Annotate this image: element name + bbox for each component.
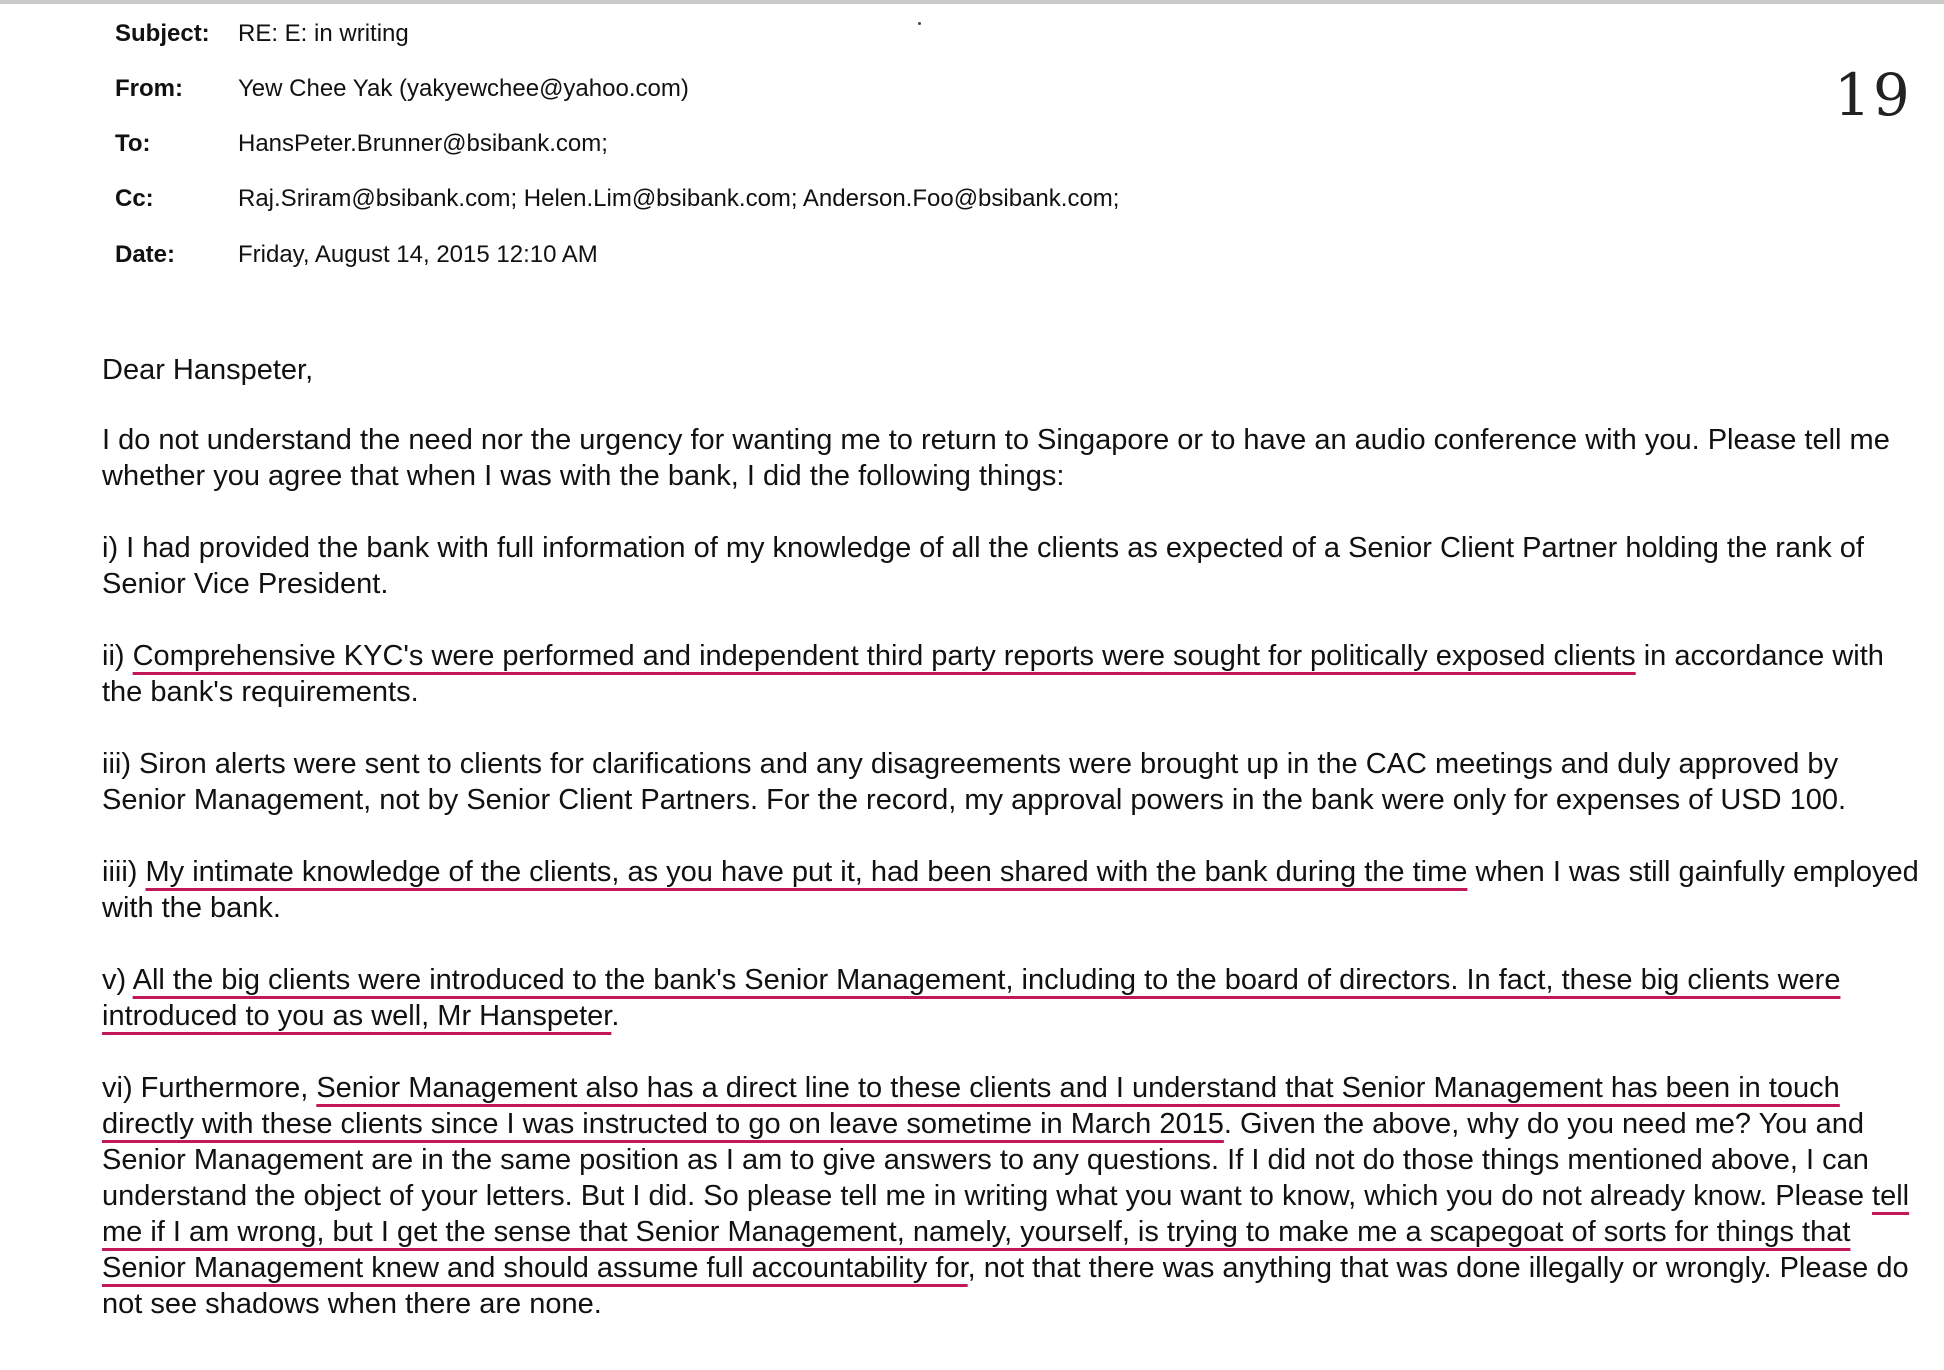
paragraph-i: i) I had provided the bank with full information of my knowledge of all the clients as expected of a Senior Client Partner holding the rank of Senior Vice President. <box>102 532 1864 600</box>
email-body <box>102 352 1922 1358</box>
scan-speck <box>918 22 921 25</box>
paragraph-ii-tail: in accordance with the bank's requirements. <box>102 640 1884 708</box>
underlined-text: My intimate knowledge of the clients, as you have put it, had been shared with the bank during the time <box>145 856 1468 888</box>
underlined-text: Comprehensive KYC's were performed and independent third party reports were sought for politically exposed clients <box>132 640 1636 672</box>
greeting: Dear Hanspeter, <box>102 354 314 386</box>
paragraph-v-tail: . <box>611 1000 620 1032</box>
cc-value: Raj.Sriram@bsibank.com; Helen.Lim@bsibank.com; Anderson.Foo@bsibank.com; <box>238 185 1120 212</box>
cc-label: Cc: <box>115 185 154 212</box>
date-value: Friday, August 14, 2015 12:10 AM <box>238 241 598 268</box>
paragraph-vi-tail: , not that there was anything that was done illegally or wrongly. Please do not see shadows when there are none. <box>102 1252 1909 1320</box>
paragraph-v <box>102 962 1922 1034</box>
paragraph-iiii-lead: iiii) <box>102 856 146 888</box>
top-border <box>0 0 1944 4</box>
subject-label: Subject: <box>115 20 210 47</box>
paragraph-iii: iii) Siron alerts were sent to clients for clarifications and any disagreements were brought up in the CAC meetings and duly approved by Senior Management, not by Senior Client Partners. For the record, my approval powers in the bank were only for expenses of USD 100. <box>102 748 1847 816</box>
from-label: From: <box>115 75 183 102</box>
page-number: 19 <box>1834 61 1912 129</box>
paragraph-vi-lead: vi) Furthermore, <box>102 1072 317 1104</box>
paragraph-vi-middle: . Given the above, why do you need me? You and Senior Management are in the same position as I am to give answers to any questions. If I did not do those things mentioned above, I can understand the object of your letters. But I did. So please tell me in writing what you want to know, which you do not already know. Please <box>102 1108 1873 1212</box>
paragraph-ii <box>102 638 1922 710</box>
to-value: HansPeter.Brunner@bsibank.com; <box>238 130 608 157</box>
paragraph-iiii <box>102 854 1922 926</box>
paragraph-iiii-tail: when I was still gainfully employed with the bank. <box>102 856 1919 924</box>
to-label: To: <box>115 130 151 157</box>
subject-value: RE: E: in writing <box>238 20 409 47</box>
underlined-text: All the big clients were introduced to the bank's Senior Management, including to the board of directors. In fact, these big clients were introduced to you as well, Mr Hanspeter <box>102 964 1841 1032</box>
paragraph-ii-lead: ii) <box>102 640 133 672</box>
paragraph-intro: I do not understand the need nor the urgency for wanting me to return to Singapore or to have an audio conference with you. Please tell me whether you agree that when I was with the bank, I did the following things: <box>102 424 1890 492</box>
underlined-text: tell me if I am wrong, but I get the sense that Senior Management, namely, yourself, is trying to make me a scapegoat of sorts for things that Senior Management knew and should assume full accountability for <box>102 1180 1910 1284</box>
paragraph-v-lead: v) <box>102 964 133 996</box>
underlined-text: Senior Management also has a direct line to these clients and I understand that Senior Management has been in touch directly with these clients since I was instructed to go on leave sometime in March 2015 <box>102 1072 1840 1140</box>
date-label: Date: <box>115 241 176 268</box>
from-value: Yew Chee Yak (yakyewchee@yahoo.com) <box>238 75 689 102</box>
paragraph-vi <box>102 1070 1922 1322</box>
